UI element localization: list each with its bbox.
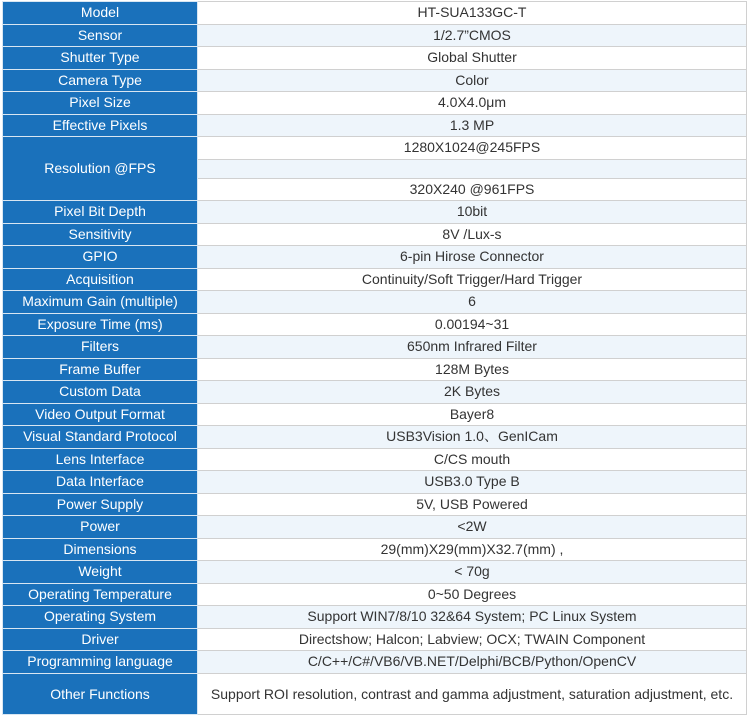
spec-label: Other Functions: [3, 673, 198, 714]
spec-row-other-functions: [3, 673, 747, 714]
spec-value: 6: [198, 291, 747, 314]
spec-label: Camera Type: [3, 69, 198, 92]
spec-value: 0~50 Degrees: [198, 583, 747, 606]
spec-row-programming-language: [3, 651, 747, 674]
spec-label: Sensor: [3, 24, 198, 47]
spec-label: Frame Buffer: [3, 358, 198, 381]
spec-row-custom-data: [3, 381, 747, 404]
spec-row-sensor: [3, 24, 747, 47]
spec-row-video-output-format: [3, 403, 747, 426]
spec-label: Resolution @FPS: [3, 137, 198, 201]
spec-row-maximum-gain: [3, 291, 747, 314]
spec-row-filters: [3, 336, 747, 359]
spec-label: Power Supply: [3, 493, 198, 516]
spec-row-resolution-a: [3, 137, 747, 160]
spec-row-dimensions: [3, 538, 747, 561]
spec-row-effective-pixels: [3, 114, 747, 137]
spec-row-shutter-type: [3, 47, 747, 70]
spec-label: Maximum Gain (multiple): [3, 291, 198, 314]
spec-row-operating-temperature: [3, 583, 747, 606]
spec-row-exposure-time: [3, 313, 747, 336]
spec-table: [2, 1, 747, 715]
spec-value: Directshow; Halcon; Labview; OCX; TWAIN Component: [198, 628, 747, 651]
spec-label: Dimensions: [3, 538, 198, 561]
spec-label: Power: [3, 516, 198, 539]
spec-value: 4.0X4.0μm: [198, 92, 747, 115]
spec-label: Driver: [3, 628, 198, 651]
spec-value: < 70g: [198, 561, 747, 584]
spec-row-acquisition: [3, 268, 747, 291]
spec-value: 10bit: [198, 201, 747, 224]
spec-value: 0.00194~31: [198, 313, 747, 336]
spec-value: 650nm Infrared Filter: [198, 336, 747, 359]
spec-label: Operating Temperature: [3, 583, 198, 606]
spec-row-pixel-size: [3, 92, 747, 115]
spec-row-sensitivity: [3, 223, 747, 246]
spec-row-operating-system: [3, 606, 747, 629]
spec-row-power: [3, 516, 747, 539]
spec-label: Pixel Bit Depth: [3, 201, 198, 224]
spec-label: Programming language: [3, 651, 198, 674]
spec-label: Weight: [3, 561, 198, 584]
spec-value: Support WIN7/8/10 32&64 System; PC Linux System: [198, 606, 747, 629]
spec-value: 320X240 @961FPS: [198, 178, 747, 201]
spec-value: 1/2.7”CMOS: [198, 24, 747, 47]
spec-label: Data Interface: [3, 471, 198, 494]
spec-label: GPIO: [3, 246, 198, 269]
spec-value: HT-SUA133GC-T: [198, 2, 747, 25]
spec-value: 6-pin Hirose Connector: [198, 246, 747, 269]
spec-value: USB3Vision 1.0、GenICam: [198, 426, 747, 449]
spec-label: Operating System: [3, 606, 198, 629]
spec-value: 5V, USB Powered: [198, 493, 747, 516]
spec-value: Continuity/Soft Trigger/Hard Trigger: [198, 268, 747, 291]
spec-row-weight: [3, 561, 747, 584]
spec-value: Global Shutter: [198, 47, 747, 70]
spec-value: 8V /Lux-s: [198, 223, 747, 246]
spec-label: Visual Standard Protocol: [3, 426, 198, 449]
spec-label: Video Output Format: [3, 403, 198, 426]
spec-row-pixel-bit-depth: [3, 201, 747, 224]
spec-row-lens-interface: [3, 448, 747, 471]
spec-row-model: [3, 2, 747, 25]
spec-value: [198, 159, 747, 178]
spec-label: Filters: [3, 336, 198, 359]
spec-label: Lens Interface: [3, 448, 198, 471]
spec-value: 1.3 MP: [198, 114, 747, 137]
spec-value: 2K Bytes: [198, 381, 747, 404]
spec-row-visual-standard-protocol: [3, 426, 747, 449]
spec-value: <2W: [198, 516, 747, 539]
spec-row-data-interface: [3, 471, 747, 494]
spec-label: Model: [3, 2, 198, 25]
spec-value: Color: [198, 69, 747, 92]
spec-value: 1280X1024@245FPS: [198, 137, 747, 160]
spec-value: C/C++/C#/VB6/VB.NET/Delphi/BCB/Python/OpenCV: [198, 651, 747, 674]
spec-label: Acquisition: [3, 268, 198, 291]
spec-label: Pixel Size: [3, 92, 198, 115]
spec-label: Custom Data: [3, 381, 198, 404]
spec-label: Exposure Time (ms): [3, 313, 198, 336]
spec-label: Shutter Type: [3, 47, 198, 70]
spec-value: Support ROI resolution, contrast and gamma adjustment, saturation adjustment, etc.: [198, 673, 747, 714]
spec-value: C/CS mouth: [198, 448, 747, 471]
spec-value: 29(mm)X29(mm)X32.7(mm) ,: [198, 538, 747, 561]
spec-row-gpio: [3, 246, 747, 269]
spec-row-power-supply: [3, 493, 747, 516]
spec-value: 128M Bytes: [198, 358, 747, 381]
spec-label: Effective Pixels: [3, 114, 198, 137]
spec-value: Bayer8: [198, 403, 747, 426]
spec-row-driver: [3, 628, 747, 651]
spec-row-camera-type: [3, 69, 747, 92]
spec-label: Sensitivity: [3, 223, 198, 246]
spec-value: USB3.0 Type B: [198, 471, 747, 494]
spec-row-frame-buffer: [3, 358, 747, 381]
